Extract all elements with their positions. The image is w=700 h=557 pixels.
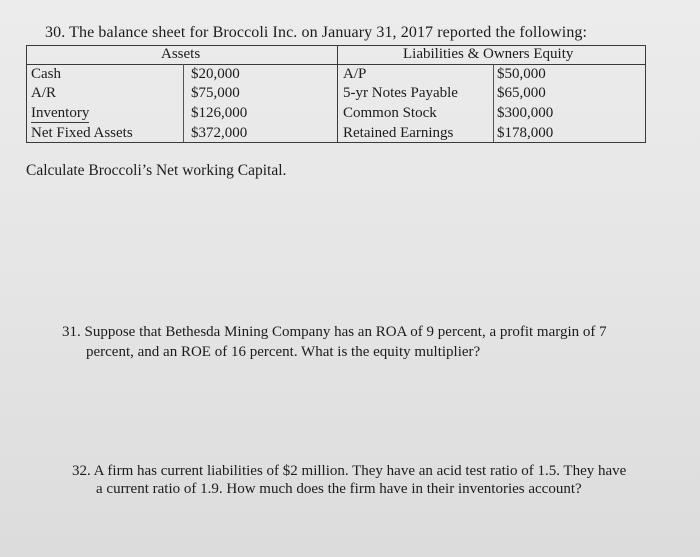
question-32-line: a current ratio of 1.9. How much does the firm have in their inventories account? <box>96 481 582 497</box>
question-31 <box>62 322 642 362</box>
asset-value: $20,000 <box>191 66 240 82</box>
center-divider <box>337 46 338 142</box>
asset-label: Inventory <box>31 105 90 121</box>
liability-value: $178,000 <box>497 125 554 141</box>
header-divider <box>27 64 645 65</box>
liability-label: Retained Earnings <box>343 125 454 141</box>
question-32-line: 32. A firm has current liabilities of $2 million. They have an acid test ratio of 1.5. They have <box>72 463 627 479</box>
asset-value: $126,000 <box>191 105 248 121</box>
assets-header: Assets <box>161 46 201 62</box>
asset-value: $372,000 <box>191 125 248 141</box>
question-30-title: 30. The balance sheet for Broccoli Inc. on January 31, 2017 reported the following: <box>45 24 588 41</box>
liabilities-header: Liabilities & Owners Equity <box>403 46 574 62</box>
asset-label: A/R <box>31 85 57 101</box>
liability-value: $300,000 <box>497 105 554 121</box>
question-31-line: 31. Suppose that Bethesda Mining Company has an ROA of 9 percent, a profit margin of 7 <box>62 324 607 340</box>
question-30-prompt: Calculate Broccoli’s Net working Capital. <box>26 162 287 179</box>
liabilities-column-divider <box>493 64 494 142</box>
balance-sheet-table <box>26 45 646 143</box>
liability-value: $65,000 <box>497 85 546 101</box>
question-32 <box>72 462 662 498</box>
liability-label: A/P <box>343 66 367 82</box>
question-31-line: percent, and an ROE of 16 percent. What is the equity multiplier? <box>86 344 481 360</box>
liability-label: Common Stock <box>343 105 437 121</box>
asset-label: Cash <box>31 66 61 82</box>
asset-label: Net Fixed Assets <box>31 125 133 141</box>
liability-value: $50,000 <box>497 66 546 82</box>
assets-column-divider <box>183 64 184 142</box>
asset-value: $75,000 <box>191 85 240 101</box>
liability-label: 5-yr Notes Payable <box>343 85 458 101</box>
